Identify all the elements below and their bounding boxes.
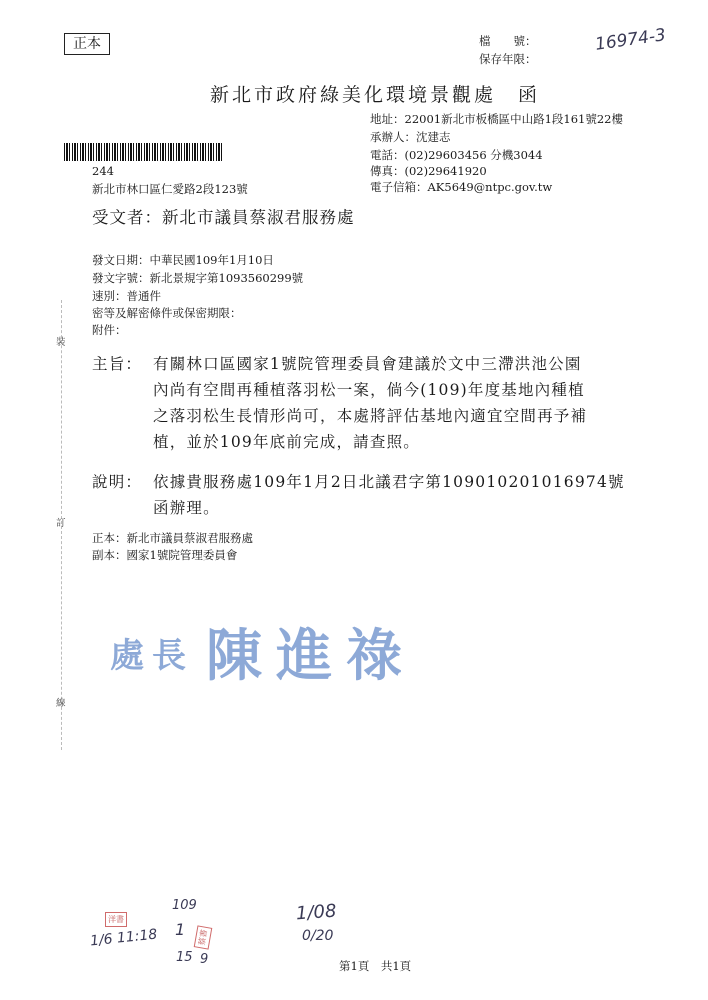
postal-code: 244 bbox=[92, 164, 114, 178]
subject-label: 主旨： bbox=[92, 355, 143, 373]
subject-line: 植，並於109年底前完成，請查照。 bbox=[153, 433, 420, 451]
binding-mark-line: 線 bbox=[56, 698, 66, 709]
recipient-address: 新北市林口區仁愛路2段123號 bbox=[92, 182, 248, 196]
subject-line: 之落羽松生長情形尚可，本處將評估基地內適宜空間再予補 bbox=[153, 407, 588, 425]
recipient: 受文者：新北市議員蔡淑君服務處 bbox=[92, 208, 355, 227]
handwritten-ref: 16974-3 bbox=[593, 25, 668, 55]
issue-date: 發文日期：中華民國109年1月10日 bbox=[92, 253, 274, 267]
original-recipient: 正本：新北市議員蔡淑君服務處 bbox=[92, 531, 253, 545]
handwritten-note: 0/20 bbox=[302, 928, 334, 944]
secrecy-level: 密等及解密條件或保密期限： bbox=[92, 306, 242, 320]
explanation-line: 依據貴服務處109年1月2日北議君字第109010201016974號 bbox=[153, 473, 625, 491]
agency-title: 新北市政府綠美化環境景觀處 函 bbox=[210, 84, 541, 106]
seal-name: 陳進祿 bbox=[206, 624, 416, 689]
review-stamp: 蔡書 bbox=[194, 925, 213, 949]
subject-line: 內尚有空間再種植落羽松一案，倘今(109)年度基地內種植 bbox=[153, 381, 585, 399]
subject-line: 有關林口區國家1號院管理委員會建議於文中三滯洪池公園 bbox=[153, 355, 582, 373]
handwritten-number: 9 bbox=[200, 952, 209, 967]
copy-type-label: 正本 bbox=[64, 33, 110, 55]
explanation-line: 函辦理。 bbox=[153, 499, 220, 517]
doc-number: 發文字號：新北景規字第1093560299號 bbox=[92, 271, 304, 285]
contact-handler: 承辦人：沈建志 bbox=[370, 130, 451, 144]
contact-fax: 傳真：(02)29641920 bbox=[370, 164, 487, 178]
binding-mark-staple: 訂 bbox=[56, 518, 66, 529]
contact-email: 電子信箱：AK5649@ntpc.gov.tw bbox=[370, 180, 553, 194]
attachments: 附件： bbox=[92, 323, 127, 337]
binding-mark-bind: 裝 bbox=[56, 337, 66, 348]
seal-title: 處長 bbox=[110, 636, 194, 676]
retention-label: 保存年限： bbox=[479, 52, 537, 66]
copy-recipient: 副本：國家1號院管理委員會 bbox=[92, 548, 238, 562]
contact-phone: 電話：(02)29603456 分機3044 bbox=[370, 148, 543, 162]
page-number: 第1頁 共1頁 bbox=[339, 959, 412, 973]
contact-address: 地址：22001新北市板橋區中山路1段161號22樓 bbox=[370, 112, 623, 126]
handwritten-number: 1 bbox=[175, 920, 186, 939]
handwritten-number: 15 bbox=[176, 950, 193, 965]
archive-no-label: 檔 號： bbox=[479, 34, 537, 48]
handwritten-number: 109 bbox=[172, 898, 197, 913]
speed-class: 速別：普通件 bbox=[92, 289, 161, 303]
handwritten-note: 1/08 bbox=[295, 900, 338, 925]
explanation-label: 說明： bbox=[92, 473, 143, 491]
receipt-stamp: 洋書 bbox=[105, 912, 127, 927]
handwritten-date: 1/6 11:18 bbox=[89, 926, 158, 950]
barcode bbox=[64, 143, 224, 161]
